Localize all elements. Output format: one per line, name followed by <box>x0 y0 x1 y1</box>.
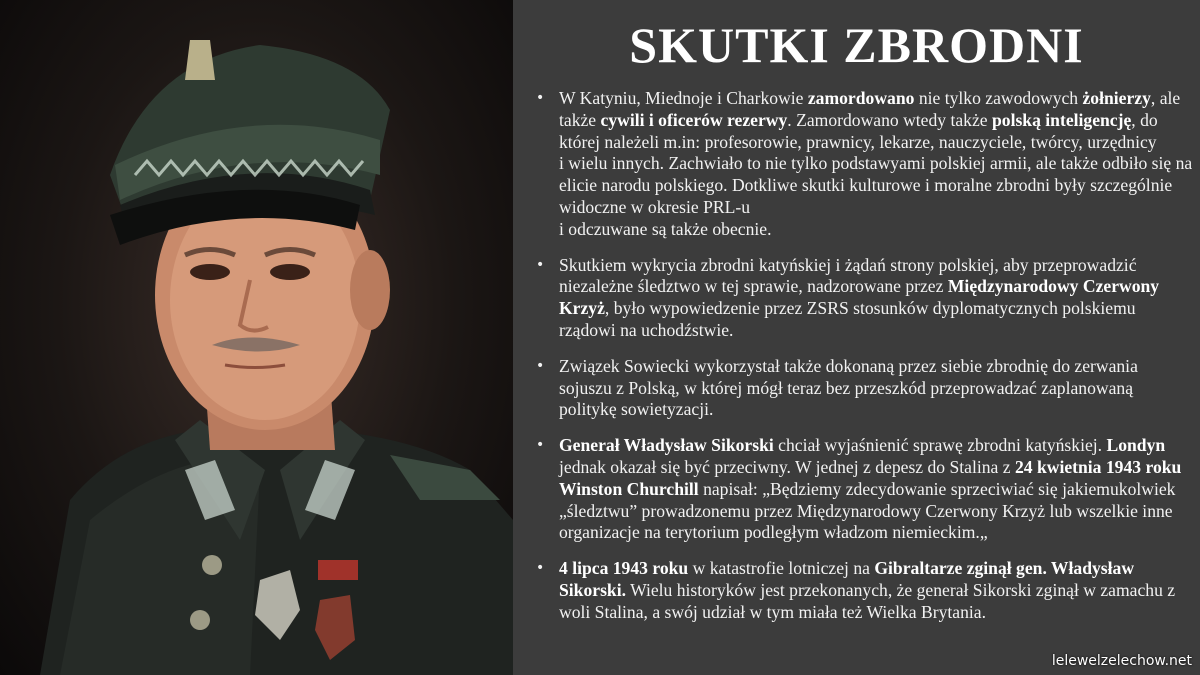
bold-text: 24 kwietnia 1943 roku Winston Churchill <box>559 456 1182 499</box>
text-run: Wielu historyków jest przekonanych, że generał Sikorski zginął w zamachu z woli Stalina, a swój udział w tym miała też Wielka Brytania. <box>559 579 1176 622</box>
bullet-item <box>535 435 1195 544</box>
bullet-item <box>535 558 1195 623</box>
text-run: , było wypowiedzenie przez ZSRS stosunków dyplomatycznych polskiemu rządowi na uchodźstwie. <box>559 298 1136 340</box>
text-panel <box>513 0 1200 675</box>
bold-text: polską inteligencję <box>991 109 1132 130</box>
bullet-marker: • <box>536 90 545 106</box>
text-run: chciał wyjaśnienić sprawę zbrodni katyńskiej. <box>773 435 1107 456</box>
bullet-item <box>535 88 1195 241</box>
text-run: . Zamordowano wtedy także <box>787 109 992 130</box>
bold-text: 4 lipca 1943 roku <box>559 558 689 579</box>
text-run: , ale także <box>559 88 1181 130</box>
text-run: , do której należeli m.in: profesorowie, prawnicy, lekarze, nauczyciele, twórcy, urzędnicy <box>559 109 1158 152</box>
bullet-list <box>535 88 1195 638</box>
text-run: i wielu innych. Zachwiało to nie tylko podstawyami polskiej armii, ale także odbiło się na elicie narodu polskiego. Dotkliwe skutki kulturowe i moralne zbrodni były szczególnie widoczne w okresie PRL-u <box>559 153 1193 217</box>
bullet-marker: • <box>536 256 545 273</box>
bold-text: Gibraltarze zginął gen. Władysław Sikorski. <box>559 558 1135 600</box>
text-run: nie tylko zawodowych <box>914 88 1083 108</box>
bullet-item <box>535 255 1195 342</box>
portrait-photo <box>0 0 513 675</box>
bold-text: Międzynarodowy Czerwony Krzyż <box>559 276 1160 319</box>
text-run: Skutkiem wykrycia zbrodni katyńskiej i żądań strony polskiej, aby przeprowadzić niezależne śledztwo w tej sprawie, nadzorowane przez <box>559 254 1137 297</box>
bold-text: żołnierzy <box>1082 88 1151 108</box>
slide-title: SKUTKI ZBRODNI <box>629 17 1084 73</box>
bullet-item <box>535 356 1195 421</box>
text-run: napisał: „Będziemy zdecydowanie sprzeciwiać się jakiemukolwiek „śledztwu” prowadzonemu przez Międzynarodowy Czerwony Krzyż lub wszelkie inne organizacje na terytorium podległym władzom niemieckim.„ <box>559 478 1176 543</box>
watermark: lelewelzelechow.net <box>1051 653 1192 669</box>
text-run: i odczuwane są także obecnie. <box>559 218 772 239</box>
bullet-marker: • <box>536 357 545 374</box>
bullet-marker: • <box>536 560 545 577</box>
bold-text: cywili i oficerów rezerwy <box>600 109 788 130</box>
text-run: Związek Sowiecki wykorzystał także dokonaną przez siebie zbrodnię do zerwania sojuszu z Polską, w której mógł teraz bez przeszkód przeprowadzać zaplanowaną politykę sowietyzacji. <box>559 355 1138 420</box>
text-run: jednak okazał się być przeciwny. W jednej z depesz do Stalina z <box>559 456 1015 477</box>
bold-text: zamordowano <box>807 88 915 108</box>
text-run: w katastrofie lotniczej na <box>688 558 875 579</box>
bold-text: Londyn <box>1106 435 1166 456</box>
bold-text: Generał Władysław Sikorski <box>559 435 774 456</box>
bullet-marker: • <box>536 437 545 454</box>
general-portrait-illustration <box>0 0 513 675</box>
text-run: W Katyniu, Miednoje i Charkowie <box>559 88 808 108</box>
